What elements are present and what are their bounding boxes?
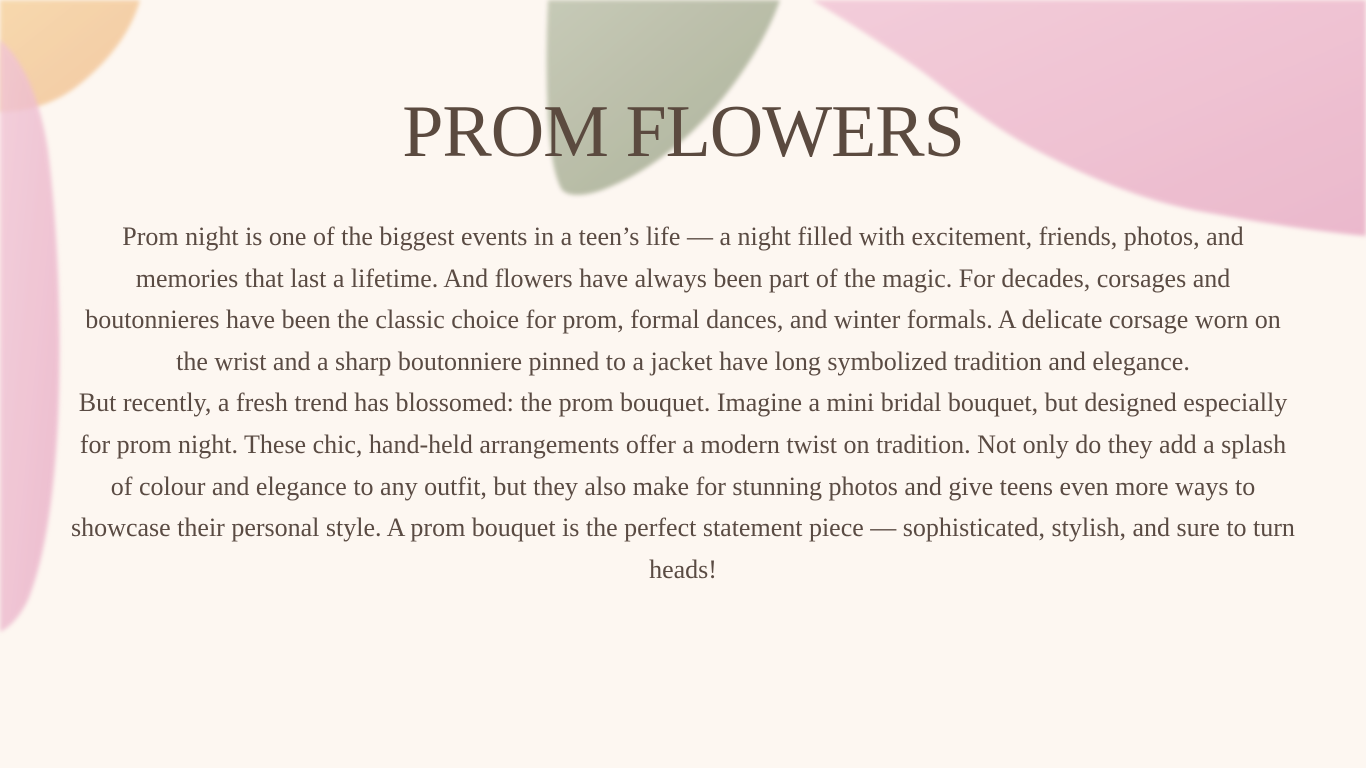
page-title: PROM FLOWERS [402, 91, 964, 173]
slide-content [70, 0, 1296, 768]
paragraph-1: Prom night is one of the biggest events in a teen’s life — a night filled with excitement, friends, photos, and memories that last a lifetime. And flowers have always been part of the magic. For decades, corsages and boutonnieres have been the classic choice for prom, formal dances, and winter formals. A delicate corsage worn on the wrist and a sharp boutonniere pinned to a jacket have long symbolized tradition and elegance. [85, 222, 1281, 376]
pink-wash-left [0, 40, 60, 632]
body-text [70, 216, 1296, 590]
paragraph-2: But recently, a fresh trend has blossomed: the prom bouquet. Imagine a mini bridal bouquet, but designed especially for prom night. These chic, hand-held arrangements offer a modern twist on tradition. Not only do they add a splash of colour and elegance to any outfit, but they also make for stunning photos and give teens even more ways to showcase their personal style. A prom bouquet is the perfect statement piece — sophisticated, stylish, and sure to turn heads! [71, 388, 1295, 584]
